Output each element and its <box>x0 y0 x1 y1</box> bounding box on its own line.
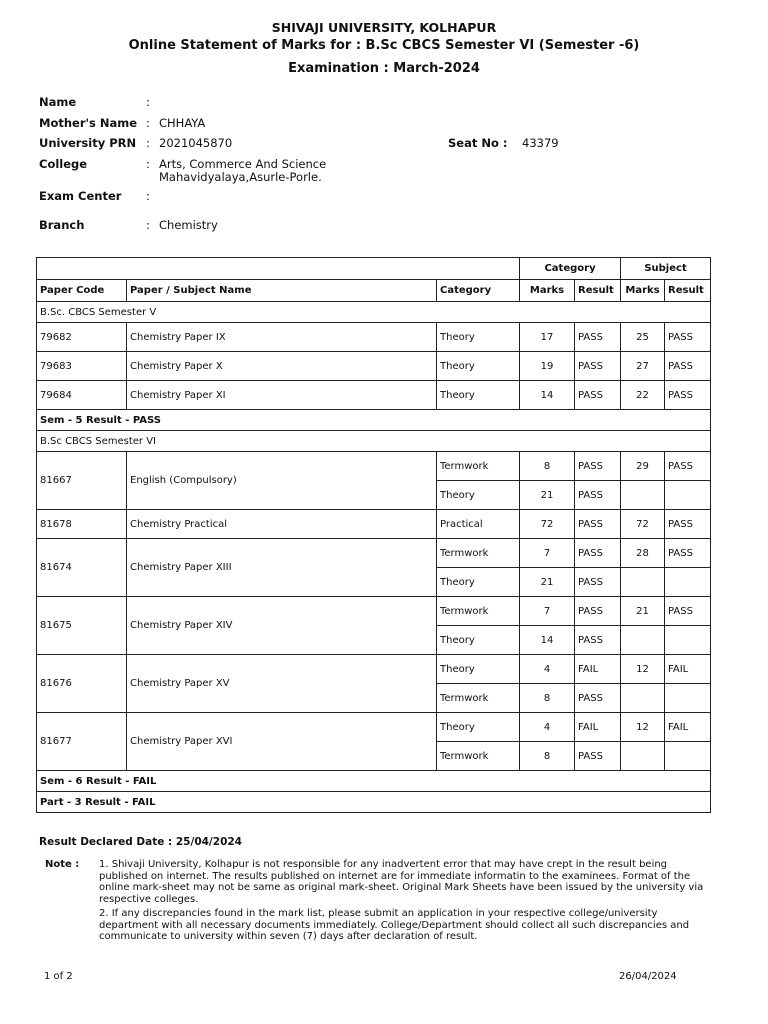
subject-marks-empty <box>621 568 665 597</box>
table-row <box>37 713 711 742</box>
subject-result: PASS <box>665 381 711 410</box>
paper-name: Chemistry Practical <box>127 510 437 539</box>
subject-marks-empty <box>621 626 665 655</box>
result: PASS <box>575 742 621 771</box>
subject-result: PASS <box>665 452 711 481</box>
result: PASS <box>575 597 621 626</box>
result: PASS <box>575 352 621 381</box>
marks: 17 <box>520 323 575 352</box>
paper-code: 81667 <box>37 452 127 510</box>
paper-name: English (Compulsory) <box>127 452 437 510</box>
colon: : <box>146 157 150 171</box>
marks: 4 <box>520 713 575 742</box>
col-marks: Marks <box>520 280 575 302</box>
note-label: Note : <box>45 859 80 870</box>
table-row <box>37 323 711 352</box>
branch-label: Branch <box>39 218 85 232</box>
subject-marks-empty <box>621 742 665 771</box>
exam-title: Examination : March-2024 <box>288 61 480 76</box>
table-row <box>37 510 711 539</box>
paper-name: Chemistry Paper XIII <box>127 539 437 597</box>
table-row <box>37 352 711 381</box>
col-subject-result: Result <box>665 280 711 302</box>
subject-marks: 12 <box>621 713 665 742</box>
subject-marks: 29 <box>621 452 665 481</box>
result-declared-date: Result Declared Date : 25/04/2024 <box>39 836 242 848</box>
result: PASS <box>575 381 621 410</box>
result: PASS <box>575 539 621 568</box>
marks: 7 <box>520 539 575 568</box>
print-date: 26/04/2024 <box>619 971 677 982</box>
category: Termwork <box>437 684 520 713</box>
category-group-header: Category <box>520 258 621 280</box>
marks: 8 <box>520 452 575 481</box>
marks: 7 <box>520 597 575 626</box>
colon: : <box>146 116 150 130</box>
paper-name: Chemistry Paper X <box>127 352 437 381</box>
category: Theory <box>437 323 520 352</box>
result: PASS <box>575 452 621 481</box>
marks: 8 <box>520 684 575 713</box>
note-item-1: 1. Shivaji University, Kolhapur is not responsible for any inadvertent error that may have crept in the result being published on internet. The results published on internet are for immediate informatin to the examinees. Format of the online mark-sheet may not be same as original mark-sheet. Original Mark Sheets have been issued by the university via respective colleges. <box>99 859 704 905</box>
subject-result: PASS <box>665 597 711 626</box>
marks: 14 <box>520 381 575 410</box>
category: Theory <box>437 713 520 742</box>
subject-marks: 27 <box>621 352 665 381</box>
paper-name: Chemistry Paper IX <box>127 323 437 352</box>
result: PASS <box>575 481 621 510</box>
category: Termwork <box>437 452 520 481</box>
paper-code: 79683 <box>37 352 127 381</box>
sem6-result: Sem - 6 Result - FAIL <box>37 771 711 792</box>
paper-code: 81674 <box>37 539 127 597</box>
sem5-result: Sem - 5 Result - PASS <box>37 410 711 431</box>
semester-result-row <box>37 410 711 431</box>
table-row <box>37 597 711 626</box>
semester-result-row <box>37 771 711 792</box>
seat-label: Seat No : <box>448 136 508 150</box>
category: Termwork <box>437 597 520 626</box>
paper-code: 79682 <box>37 323 127 352</box>
subject-result-empty <box>665 684 711 713</box>
subject-group-header: Subject <box>621 258 711 280</box>
subject-result: FAIL <box>665 655 711 684</box>
result: PASS <box>575 568 621 597</box>
result: FAIL <box>575 655 621 684</box>
note-item-2: 2. If any discrepancies found in the mark list, please submit an application in your respective college/university department with all necessary documents immediately. College/Department should collect all such discrepancies and communicate to university within seven (7) days after declaration of result. <box>99 908 690 942</box>
col-paper-code: Paper Code <box>37 280 127 302</box>
subject-marks: 12 <box>621 655 665 684</box>
note-body <box>99 859 715 946</box>
marks: 4 <box>520 655 575 684</box>
mother-name-value: CHHAYA <box>159 116 206 130</box>
category: Theory <box>437 655 520 684</box>
col-paper-name: Paper / Subject Name <box>127 280 437 302</box>
paper-code: 81677 <box>37 713 127 771</box>
subject-result: PASS <box>665 510 711 539</box>
college-value <box>159 158 326 184</box>
paper-name: Chemistry Paper XIV <box>127 597 437 655</box>
col-subject-marks: Marks <box>621 280 665 302</box>
college-line-1: Arts, Commerce And Science <box>159 157 327 171</box>
colon: : <box>146 136 150 150</box>
section-title-row <box>37 431 711 452</box>
category: Theory <box>437 352 520 381</box>
paper-code: 81678 <box>37 510 127 539</box>
table-row <box>37 452 711 481</box>
paper-code: 81675 <box>37 597 127 655</box>
table-row <box>37 381 711 410</box>
result: PASS <box>575 684 621 713</box>
name-label: Name <box>39 95 77 109</box>
group-header-row <box>37 258 711 280</box>
category: Theory <box>437 568 520 597</box>
subject-result-empty <box>665 626 711 655</box>
branch-value: Chemistry <box>159 218 218 232</box>
page-number: 1 of 2 <box>44 971 73 982</box>
subject-result: PASS <box>665 539 711 568</box>
subject-result: PASS <box>665 352 711 381</box>
colon: : <box>146 95 150 109</box>
college-label: College <box>39 157 88 171</box>
result: FAIL <box>575 713 621 742</box>
seat-value: 43379 <box>522 136 559 150</box>
university-title: SHIVAJI UNIVERSITY, KOLHAPUR <box>271 20 497 35</box>
sem5-title: B.Sc. CBCS Semester V <box>37 302 711 323</box>
marks: 19 <box>520 352 575 381</box>
marks: 21 <box>520 481 575 510</box>
prn-label: University PRN <box>39 136 137 150</box>
statement-title: Online Statement of Marks for : B.Sc CBCS Semester VI (Semester -6) <box>128 38 640 53</box>
column-header-row <box>37 280 711 302</box>
exam-center-label: Exam Center <box>39 189 122 203</box>
part-result-row <box>37 792 711 813</box>
sem6-title: B.Sc CBCS Semester VI <box>37 431 711 452</box>
marks: 72 <box>520 510 575 539</box>
colon: : <box>146 189 150 203</box>
college-line-2: Mahavidyalaya,Asurle-Porle. <box>159 170 322 184</box>
subject-result-empty <box>665 568 711 597</box>
part3-result: Part - 3 Result - FAIL <box>37 792 711 813</box>
col-result: Result <box>575 280 621 302</box>
subject-marks: 22 <box>621 381 665 410</box>
category: Termwork <box>437 539 520 568</box>
marks-table <box>36 257 711 813</box>
subject-result-empty <box>665 742 711 771</box>
subject-marks: 72 <box>621 510 665 539</box>
paper-name: Chemistry Paper XV <box>127 655 437 713</box>
prn-value: 2021045870 <box>159 136 233 150</box>
subject-marks-empty <box>621 684 665 713</box>
subject-marks: 25 <box>621 323 665 352</box>
colon: : <box>146 218 150 232</box>
subject-result-empty <box>665 481 711 510</box>
category: Theory <box>437 481 520 510</box>
result: PASS <box>575 510 621 539</box>
marks: 8 <box>520 742 575 771</box>
paper-code: 81676 <box>37 655 127 713</box>
col-category: Category <box>437 280 520 302</box>
paper-code: 79684 <box>37 381 127 410</box>
paper-name: Chemistry Paper XI <box>127 381 437 410</box>
category: Termwork <box>437 742 520 771</box>
subject-marks: 21 <box>621 597 665 626</box>
subject-result: FAIL <box>665 713 711 742</box>
category: Theory <box>437 626 520 655</box>
subject-marks: 28 <box>621 539 665 568</box>
category: Theory <box>437 381 520 410</box>
marks: 14 <box>520 626 575 655</box>
section-title-row <box>37 302 711 323</box>
mother-name-label: Mother's Name <box>39 116 138 130</box>
table-row <box>37 655 711 684</box>
category: Practical <box>437 510 520 539</box>
subject-marks-empty <box>621 481 665 510</box>
marks: 21 <box>520 568 575 597</box>
result: PASS <box>575 323 621 352</box>
table-row <box>37 539 711 568</box>
subject-result: PASS <box>665 323 711 352</box>
result: PASS <box>575 626 621 655</box>
paper-name: Chemistry Paper XVI <box>127 713 437 771</box>
